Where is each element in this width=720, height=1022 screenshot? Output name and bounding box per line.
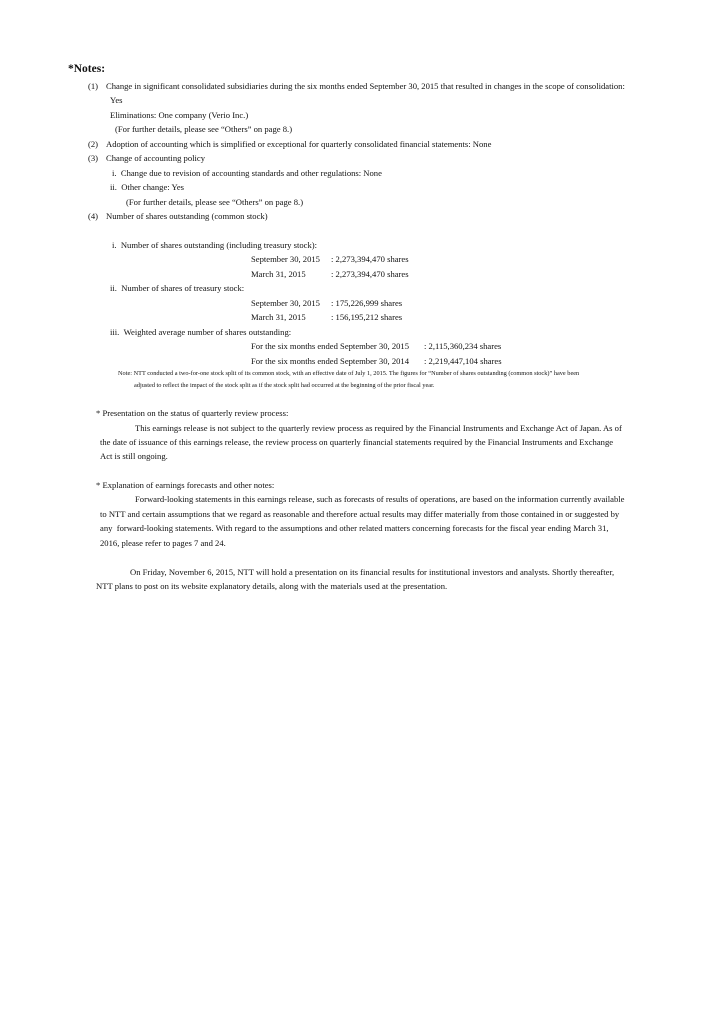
note-4-text: Number of shares outstanding (common stock) [106, 211, 268, 221]
note-2-number: (2) [88, 139, 99, 149]
note-3-number: (3) [88, 153, 99, 163]
shares-item-ii-heading: ii. Number of shares of treasury stock: [110, 283, 245, 293]
shares-item-iii-row2-label: For the six months ended September 30, 2014 [251, 356, 410, 366]
note-3-text: Change of accounting policy [106, 153, 206, 163]
shares-item-i-heading: i. Number of shares outstanding (including treasury stock): [112, 240, 318, 250]
shares-item-i-row2-label: March 31, 2015 [251, 269, 306, 279]
note-2-text: Adoption of accounting which is simplified or exceptional for quarterly consolidated financial statements: None [106, 139, 492, 149]
note-4-number: (4) [88, 211, 99, 221]
shares-item-iii-row2-value: : 2,219,447,104 shares [424, 356, 502, 366]
stock-split-note-line2: adjusted to reflect the impact of the stock split as if the stock split had occurred at the beginning of the prior fiscal year. [134, 382, 435, 389]
note-3-details: (For further details, please see “Others” on page 8.) [126, 197, 304, 207]
shares-item-i-row2-value: : 2,273,394,470 shares [331, 269, 409, 279]
note-1-answer: Yes [110, 95, 123, 105]
review-line1: This earnings release is not subject to the quarterly review process as required by the Financial Instruments and Exchange Act of Japan. As of [135, 423, 622, 433]
forecast-line2: to NTT and certain assumptions that we regard as reasonable and therefore actual results may differ materially from those contained in or suggested by [100, 509, 620, 519]
forecast-heading: * Explanation of earnings forecasts and other notes: [96, 480, 275, 490]
presentation-line1: On Friday, November 6, 2015, NTT will hold a presentation on its financial results for institutional investors and analysts. Shortly thereafter, [130, 567, 615, 577]
note-3-item-ii: ii. Other change: Yes [110, 182, 184, 192]
shares-item-ii-row2-label: March 31, 2015 [251, 312, 306, 322]
forecast-line3: any forward-looking statements. With regard to the assumptions and other related matters concerning forecasts for the fiscal year ending March 31, [100, 523, 609, 533]
note-3-item-i: i. Change due to revision of accounting standards and other regulations: None [112, 168, 382, 178]
presentation-line2: NTT plans to post on its website explanatory details, along with the materials used at the presentation. [96, 581, 448, 591]
note-1-eliminations: Eliminations: One company (Verio Inc.) [110, 110, 249, 120]
shares-item-iii-row1-value: : 2,115,360,234 shares [424, 341, 502, 351]
forecast-line1: Forward-looking statements in this earnings release, such as forecasts of results of operations, are based on the information currently available [135, 494, 625, 504]
shares-item-iii-row1-label: For the six months ended September 30, 2015 [251, 341, 410, 351]
note-1-text: Change in significant consolidated subsidiaries during the six months ended September 30, 2015 that resulted in changes in the scope of consolidation: [106, 81, 625, 91]
shares-item-iii-heading: iii. Weighted average number of shares outstanding: [110, 327, 292, 337]
shares-item-i-row1-label: September 30, 2015 [251, 254, 320, 264]
review-line2: the date of issuance of this earnings release, the review process on quarterly financial statements required by the Financial Instruments and Exchange [100, 437, 614, 447]
shares-item-i-row1-value: : 2,273,394,470 shares [331, 254, 409, 264]
shares-item-ii-row1-value: : 175,226,999 shares [331, 298, 403, 308]
forecast-line4: 2016, please refer to pages 7 and 24. [100, 538, 226, 548]
note-1-number: (1) [88, 81, 99, 91]
note-1-details: (For further details, please see “Others” on page 8.) [115, 124, 293, 134]
review-line3: Act is still ongoing. [100, 451, 168, 461]
stock-split-note-line1: Note: NTT conducted a two-for-one stock split of its common stock, with an effective date of July 1, 2015. The figures for “Number of shares outstanding (common stock)” have been [118, 370, 580, 377]
shares-item-ii-row1-label: September 30, 2015 [251, 298, 320, 308]
notes-title: *Notes: [68, 63, 106, 75]
review-heading: * Presentation on the status of quarterly review process: [96, 408, 289, 418]
shares-item-ii-row2-value: : 156,195,212 shares [331, 312, 403, 322]
